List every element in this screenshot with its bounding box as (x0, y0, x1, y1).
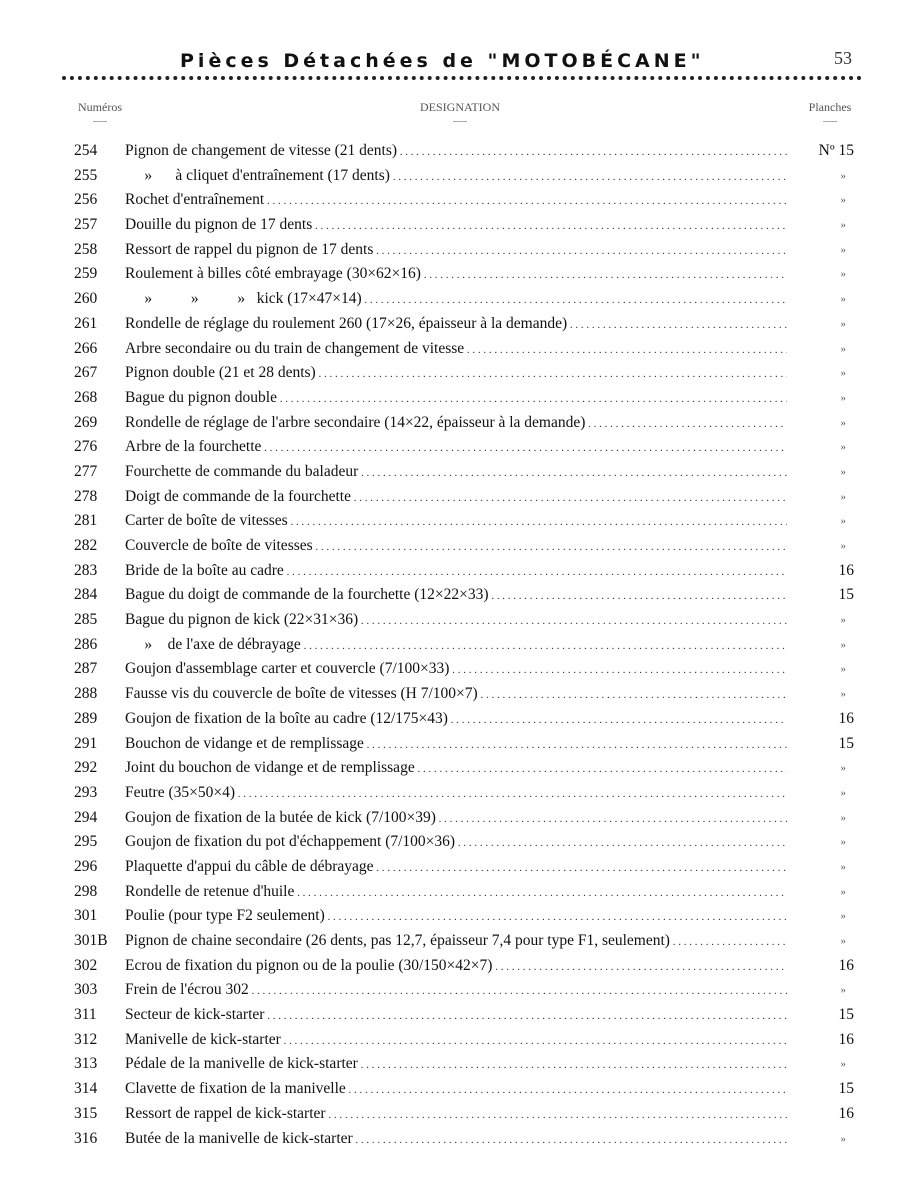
table-row (0, 955, 924, 980)
table-row (0, 189, 924, 214)
part-designation: Goujon de fixation du pot d'échappement (7/100×36) . . . (125, 831, 787, 854)
table-row (0, 535, 924, 560)
table-row (0, 239, 924, 264)
part-number: 269 (74, 413, 98, 431)
part-designation: Bague du pignon double . . . (125, 387, 787, 410)
part-designation: Bride de la boîte au cadre . . . (125, 560, 787, 583)
table-row (0, 979, 924, 1004)
table-row (0, 510, 924, 535)
planche-ref: » (840, 885, 846, 898)
part-designation: Bouchon de vidange et de remplissage . . . (125, 733, 787, 756)
part-number: 295 (74, 833, 98, 851)
planche-ref: » (840, 515, 846, 528)
table-row (0, 1053, 924, 1078)
table-row (0, 387, 924, 412)
part-designation: Fourchette de commande du baladeur . . . (125, 461, 787, 484)
column-header-planches (795, 100, 865, 122)
part-designation: Roulement à billes côté embrayage (30×62×16) . . . (125, 263, 787, 286)
table-row (0, 609, 924, 634)
part-number: 254 (74, 142, 98, 159)
page-number: 53 (834, 48, 852, 68)
part-number: 312 (74, 1030, 98, 1048)
part-designation: Butée de la manivelle de kick-starter . . . (125, 1128, 787, 1151)
part-designation: Doigt de commande de la fourchette . . . (125, 486, 787, 509)
planche-ref: » (840, 860, 846, 873)
part-number: 287 (74, 660, 98, 678)
table-row (0, 930, 924, 955)
part-designation: Joint du bouchon de vidange et de remplissage . . . (125, 757, 787, 780)
part-designation: Ressort de rappel du pignon de 17 dents . . . (125, 239, 787, 262)
part-designation: Manivelle de kick-starter . . . (125, 1029, 787, 1052)
part-number: 313 (74, 1055, 98, 1073)
planche-ref: » (840, 638, 846, 651)
part-designation: Plaquette d'appui du câble de débrayage . . . (125, 856, 787, 879)
planche-ref: » (840, 219, 846, 232)
part-number: 283 (74, 561, 98, 579)
part-number: 302 (74, 956, 98, 974)
part-number: 292 (74, 759, 98, 777)
part-designation: Ressort de rappel de kick-starter . . . (125, 1103, 787, 1126)
table-row (0, 881, 924, 906)
table-row (0, 560, 924, 585)
part-number: 288 (74, 685, 98, 703)
part-number: 267 (74, 364, 98, 382)
table-row (0, 140, 924, 165)
part-designation: Couvercle de boîte de vitesses . . . (125, 535, 787, 558)
table-row (0, 313, 924, 338)
table-row (0, 757, 924, 782)
table-row (0, 1103, 924, 1128)
planche-ref: 15 (838, 734, 854, 752)
part-number: 298 (74, 882, 98, 900)
planche-ref: » (840, 416, 846, 429)
part-number: 303 (74, 981, 98, 999)
planche-ref: » (840, 391, 846, 404)
part-designation: Goujon de fixation de la boîte au cadre (12/175×43) . . . (125, 708, 787, 731)
part-number: 286 (74, 635, 98, 653)
part-number: 258 (74, 240, 98, 258)
part-number: 259 (74, 265, 98, 283)
part-designation: Rochet d'entraînement . . . (125, 189, 787, 212)
planche-ref: » (840, 268, 846, 281)
part-designation: Poulie (pour type F2 seulement) . . . (125, 905, 787, 928)
part-number: 316 (74, 1129, 98, 1147)
planche-ref: » (840, 935, 846, 947)
part-designation: Feutre (35×50×4) . . . (125, 782, 787, 805)
part-designation: Pignon double (21 et 28 dents) . . . (125, 362, 787, 385)
planche-ref: » (840, 836, 846, 849)
divider (93, 121, 107, 122)
table-row (0, 856, 924, 881)
table-row (0, 584, 924, 609)
planche-ref: 16 (838, 561, 854, 579)
part-designation: Arbre secondaire ou du train de changement de vitesse . . . (125, 338, 787, 361)
planche-ref: » (840, 243, 846, 256)
part-number: 301 (74, 907, 98, 925)
part-designation: Ecrou de fixation du pignon ou de la poulie (30/150×42×7) . . . (125, 955, 787, 978)
planche-ref: » (840, 811, 846, 824)
table-row (0, 1078, 924, 1103)
table-row (0, 165, 924, 190)
part-number: 278 (74, 487, 98, 505)
part-designation: Goujon de fixation de la butée de kick (7/100×39) . . . (125, 807, 787, 830)
planche-ref: 15 (838, 1006, 854, 1024)
part-designation: Fausse vis du couvercle de boîte de vitesses (H 7/100×7) . . . (125, 683, 787, 706)
table-row (0, 338, 924, 363)
part-designation: Carter de boîte de vitesses . . . (125, 510, 787, 533)
part-designation: Bague du pignon de kick (22×31×36) . . . (125, 609, 787, 632)
table-row (0, 658, 924, 683)
part-number: 284 (74, 586, 98, 604)
part-designation: Pédale de la manivelle de kick-starter . . . (125, 1053, 787, 1076)
planche-ref: 16 (838, 709, 854, 727)
planche-ref: 16 (838, 956, 854, 974)
part-number: 291 (74, 734, 98, 752)
part-number: 314 (74, 1080, 98, 1098)
part-number: 261 (74, 314, 98, 332)
planche-ref: » (840, 910, 846, 923)
planche-ref: » (840, 1132, 846, 1145)
part-designation: Pignon de chaine secondaire (26 dents, pas 12,7, épaisseur 7,4 pour type F1, seulement) . . . (125, 930, 787, 953)
part-number: 301B (74, 932, 108, 949)
part-number: 294 (74, 808, 98, 826)
table-row (0, 1004, 924, 1029)
table-row (0, 288, 924, 313)
part-number: 257 (74, 216, 98, 234)
planche-ref: » (840, 169, 846, 182)
part-designation: » » » kick (17×47×14) . . . (125, 288, 787, 311)
planche-ref: » (840, 688, 846, 701)
part-designation: Secteur de kick-starter . . . (125, 1004, 787, 1027)
table-row (0, 362, 924, 387)
divider (453, 121, 467, 122)
planche-ref: » (840, 762, 846, 775)
part-designation: Pignon de changement de vitesse (21 dents) . . . (125, 140, 787, 163)
part-number: 289 (74, 709, 98, 727)
planche-ref: » (840, 342, 846, 355)
part-designation: Douille du pignon de 17 dents . . . (125, 214, 787, 237)
part-designation: Rondelle de retenue d'huile . . . (125, 881, 787, 904)
part-designation: Bague du doigt de commande de la fourchette (12×22×33) . . . (125, 584, 787, 607)
table-row (0, 831, 924, 856)
planche-ref: 15 (838, 1080, 854, 1098)
part-designation: » à cliquet d'entraînement (17 dents) . . . (125, 165, 787, 188)
divider (823, 121, 837, 122)
planche-ref: » (840, 441, 846, 454)
part-number: 282 (74, 537, 98, 554)
planche-ref: » (840, 786, 846, 799)
column-label: DESIGNATION (420, 100, 500, 114)
part-designation: Rondelle de réglage du roulement 260 (17×26, épaisseur à la demande) . . . (125, 313, 787, 336)
part-number: 256 (74, 191, 98, 209)
table-row (0, 634, 924, 659)
table-row (0, 1128, 924, 1153)
part-number: 315 (74, 1104, 98, 1122)
table-row (0, 486, 924, 511)
planche-ref: 15 (838, 586, 854, 604)
part-designation: Rondelle de réglage de l'arbre secondaire (14×22, épaisseur à la demande) . . . (125, 412, 787, 435)
part-designation: Frein de l'écrou 302 . . . (125, 979, 787, 1002)
part-number: 296 (74, 857, 98, 875)
parts-list (0, 140, 924, 1152)
planche-ref: » (840, 367, 846, 380)
column-header-designation (380, 100, 540, 122)
table-row (0, 782, 924, 807)
part-designation: Goujon d'assemblage carter et couvercle (7/100×33) . . . (125, 658, 787, 681)
part-number: 255 (74, 166, 98, 184)
planche-ref: » (840, 663, 846, 676)
part-number: 277 (74, 462, 98, 480)
table-row (0, 1029, 924, 1054)
table-row (0, 436, 924, 461)
planche-ref: » (840, 540, 846, 552)
part-number: 260 (74, 290, 98, 308)
planche-ref: 16 (838, 1104, 854, 1122)
planche-ref: » (840, 194, 846, 207)
table-row (0, 708, 924, 733)
header-divider (62, 76, 862, 80)
planche-ref: » (840, 317, 846, 330)
planche-ref: » (840, 465, 846, 478)
part-number: 266 (74, 339, 98, 357)
planche-ref: 16 (838, 1030, 854, 1048)
column-label: Planches (808, 100, 852, 114)
column-header-numeros (70, 100, 130, 122)
part-number: 276 (74, 438, 98, 456)
table-row (0, 905, 924, 930)
part-number: 268 (74, 388, 98, 406)
part-designation: Clavette de fixation de la manivelle . . . (125, 1078, 787, 1101)
planche-ref: Nº 15 (818, 142, 854, 159)
table-row (0, 461, 924, 486)
table-row (0, 214, 924, 239)
planche-ref: » (840, 293, 846, 306)
table-row (0, 683, 924, 708)
table-row (0, 807, 924, 832)
planche-ref: » (840, 614, 846, 627)
part-number: 285 (74, 611, 98, 629)
part-designation: » de l'axe de débrayage . . . (125, 634, 787, 657)
part-designation: Arbre de la fourchette . . . (125, 436, 787, 459)
table-row (0, 733, 924, 758)
table-row (0, 263, 924, 288)
column-label: Numéros (78, 100, 122, 114)
planche-ref: » (840, 1058, 846, 1071)
page-title: Pièces Détachées de "MOTOBÉCANE" (180, 50, 705, 72)
planche-ref: » (840, 490, 846, 503)
part-number: 293 (74, 783, 98, 801)
page-header (60, 48, 860, 78)
part-number: 281 (74, 512, 98, 530)
table-row (0, 412, 924, 437)
planche-ref: » (840, 984, 846, 997)
part-number: 311 (74, 1006, 97, 1024)
